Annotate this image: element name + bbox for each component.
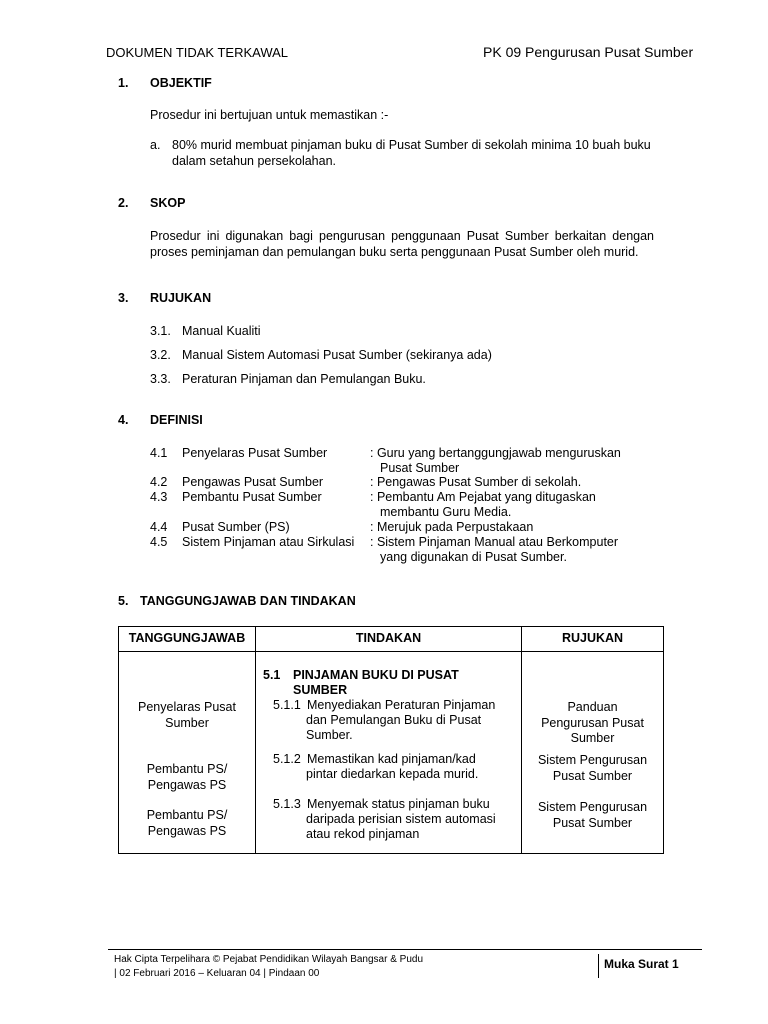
reference-line: Pusat Sumber: [552, 768, 633, 783]
reference-item-number: 3.1.: [150, 324, 171, 338]
section-2-number: 2.: [118, 196, 129, 210]
section-2-paragraph: Prosedur ini digunakan bagi pengurusan penggunaan Pusat Sumber berkaitan dengan proses peminjaman dan pemulangan buku serta penggunaan Pusat Sumber oleh murid.: [150, 229, 654, 259]
section-4-title: DEFINISI: [150, 413, 203, 427]
action-number: 5.1.3: [273, 797, 301, 811]
reference-line: Pengurusan Pusat: [541, 715, 644, 730]
subsection-number: 5.1: [263, 668, 281, 682]
definition-text: : Pengawas Pusat Sumber di sekolah.: [370, 475, 582, 489]
reference-item-text: Peraturan Pinjaman dan Pemulangan Buku.: [182, 372, 426, 386]
action-line: dan Pemulangan Buku di Pusat: [306, 713, 482, 727]
responsibility-line: Pembantu PS/: [146, 762, 228, 776]
section-1-item-a-label: a.: [150, 138, 161, 152]
reference-line: Sumber: [570, 731, 615, 745]
footer-copyright: Hak Cipta Terpelihara © Pejabat Pendidikan Wilayah Bangsar & Pudu: [114, 954, 424, 965]
action-number: 5.1.1: [273, 698, 301, 712]
definition-number: 4.2: [150, 475, 168, 489]
action-line: atau rekod pinjaman: [306, 827, 420, 841]
table-row-responsibility: [119, 762, 255, 793]
footer-divider: [108, 949, 702, 950]
definition-text: : Guru yang bertanggungjawab menguruskan: [370, 446, 621, 460]
definition-number: 4.1: [150, 446, 168, 460]
reference-line: Sistem Pengurusan: [537, 800, 648, 814]
table-row-reference: [522, 753, 663, 784]
subsection-title-line2: SUMBER: [293, 683, 348, 697]
action-line: Menyediakan Peraturan Pinjaman: [307, 698, 496, 712]
table-header-action: TINDAKAN: [355, 631, 422, 645]
responsibility-line: Pembantu PS/: [146, 808, 228, 822]
responsibility-line: Pengawas PS: [147, 823, 227, 838]
section-1-number: 1.: [118, 76, 129, 90]
section-3-title: RUJUKAN: [150, 291, 212, 305]
action-line: Menyemak status pinjaman buku: [307, 797, 490, 811]
footer-page-number: Muka Surat 1: [604, 957, 679, 971]
definition-text-cont: yang digunakan di Pusat Sumber.: [380, 550, 567, 564]
action-line: pintar diedarkan kepada murid.: [306, 767, 479, 781]
section-1-title: OBJEKTIF: [150, 76, 212, 90]
table-header-responsibility: TANGGUNGJAWAB: [128, 631, 246, 645]
section-1-intro: Prosedur ini bertujuan untuk memastikan :-: [150, 108, 389, 122]
definition-term: Sistem Pinjaman atau Sirkulasi: [182, 535, 355, 549]
definition-text-cont: Pusat Sumber: [380, 461, 460, 475]
section-1-item-a-line2: dalam setahun persekolahan.: [172, 154, 337, 168]
section-1-item-a-line1: 80% murid membuat pinjaman buku di Pusat Sumber di sekolah minima 10 buah buku: [172, 138, 651, 152]
responsibility-line: Pengawas PS: [147, 777, 227, 792]
table-row-responsibility: [119, 700, 255, 731]
responsibility-line: Sumber: [165, 715, 209, 730]
definition-text: : Merujuk pada Perpustakaan: [370, 520, 534, 534]
definition-text-cont: membantu Guru Media.: [380, 505, 512, 519]
table-row-reference: [522, 800, 663, 831]
reference-item-text: Manual Sistem Automasi Pusat Sumber (sekiranya ada): [182, 348, 492, 362]
responsibility-line: Penyelaras Pusat: [138, 700, 236, 714]
definition-term: Pembantu Pusat Sumber: [182, 490, 322, 504]
definition-term: Pusat Sumber (PS): [182, 520, 290, 534]
definition-term: Penyelaras Pusat Sumber: [182, 446, 328, 460]
definition-term: Pengawas Pusat Sumber: [182, 475, 324, 489]
section-3-number: 3.: [118, 291, 129, 305]
reference-item-number: 3.2.: [150, 348, 171, 362]
action-line: Sumber.: [306, 728, 353, 742]
action-number: 5.1.2: [273, 752, 301, 766]
header-right-label: PK 09 Pengurusan Pusat Sumber: [483, 44, 694, 60]
reference-item-text: Manual Kualiti: [182, 324, 261, 338]
definition-text: : Sistem Pinjaman Manual atau Berkomputer: [370, 535, 619, 549]
footer-date-edition: | 02 Februari 2016 – Keluaran 04 | Pindaan 00: [114, 968, 320, 979]
reference-line: Pusat Sumber: [552, 815, 633, 830]
header-left-label: DOKUMEN TIDAK TERKAWAL: [106, 45, 289, 60]
definition-number: 4.5: [150, 535, 168, 549]
section-5-title: TANGGUNGJAWAB DAN TINDAKAN: [140, 594, 356, 608]
action-line: daripada perisian sistem automasi: [306, 812, 496, 826]
table-row-reference: [522, 700, 663, 747]
table-header-reference: RUJUKAN: [561, 631, 624, 645]
definition-number: 4.3: [150, 490, 168, 504]
reference-line: Panduan: [567, 700, 618, 714]
reference-line: Sistem Pengurusan: [537, 753, 648, 767]
reference-item-number: 3.3.: [150, 372, 171, 386]
definition-number: 4.4: [150, 520, 168, 534]
section-4-number: 4.: [118, 413, 129, 427]
action-line: Memastikan kad pinjaman/kad: [307, 752, 476, 766]
section-2-title: SKOP: [150, 196, 186, 210]
footer-page-separator: [598, 954, 599, 978]
table-row-responsibility: [119, 808, 255, 839]
subsection-title-line1: PINJAMAN BUKU DI PUSAT: [293, 668, 459, 682]
definition-text: : Pembantu Am Pejabat yang ditugaskan: [370, 490, 596, 504]
section-5-number: 5.: [118, 594, 129, 608]
